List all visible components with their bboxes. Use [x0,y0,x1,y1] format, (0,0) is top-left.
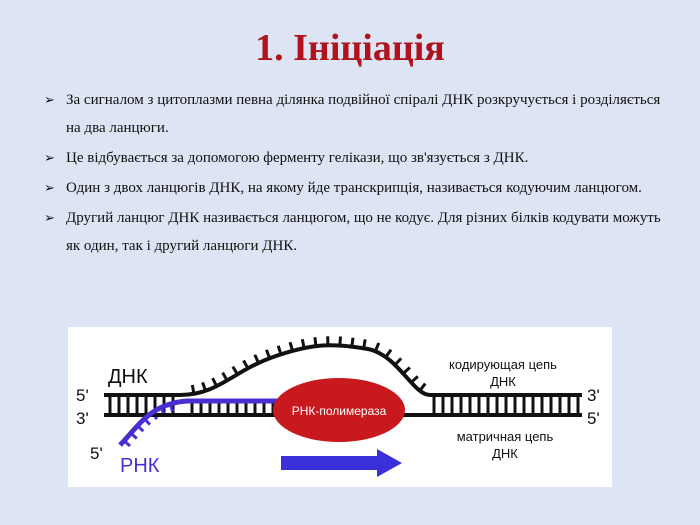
direction-arrow-shaft [281,456,377,470]
right-bottom-end-label: 5' [587,409,600,428]
bullet-item [42,174,672,202]
rna-label: РНК [120,455,160,477]
arrowhead-bullet-icon: ➢ [44,92,55,107]
rna-end-label: 5' [90,444,103,463]
bullet-item [42,144,672,172]
coding-strand-label: кодирующая цепь [449,357,557,372]
rna-polymerase-label: РНК-полимераза [291,404,387,418]
coding-strand-label-dna: ДНК [490,374,516,389]
dna-label: ДНК [108,366,148,388]
slide-title: 1. Ініціація [255,27,445,69]
template-strand-label: матричная цепь [456,429,554,444]
right-top-end-label: 3' [587,386,600,405]
arrowhead-bullet-icon: ➢ [44,180,55,195]
transcription-diagram [68,327,612,487]
bullet-text: Це відбувається за допомогою ферменту гелікази, що зв'язується з ДНК. [66,150,529,166]
transcription-diagram-svg [68,327,612,487]
bullet-text: Другий ланцюг ДНК називається ланцюгом, що не кодує. Для різних білків кодувати можуть як один, так і другий ланцюги ДНК. [66,210,661,254]
bullet-text: Один з двох ланцюгів ДНК, на якому йде транскрипція, називається кодуючим ланцюгом. [66,180,642,196]
direction-arrow-icon [377,449,402,477]
left-top-end-label: 5' [76,386,89,405]
bullet-text: За сигналом з цитоплазми певна ділянка подвійної спіралі ДНК розкручується і розділяється на два ланцюги. [66,92,661,136]
bullet-item [42,204,672,260]
arrowhead-bullet-icon: ➢ [44,210,55,225]
arrowhead-bullet-icon: ➢ [44,150,55,165]
left-bottom-end-label: 3' [76,409,89,428]
template-strand-label-dna: ДНК [492,446,518,461]
bullet-list [42,86,672,262]
bullet-item [42,86,672,142]
